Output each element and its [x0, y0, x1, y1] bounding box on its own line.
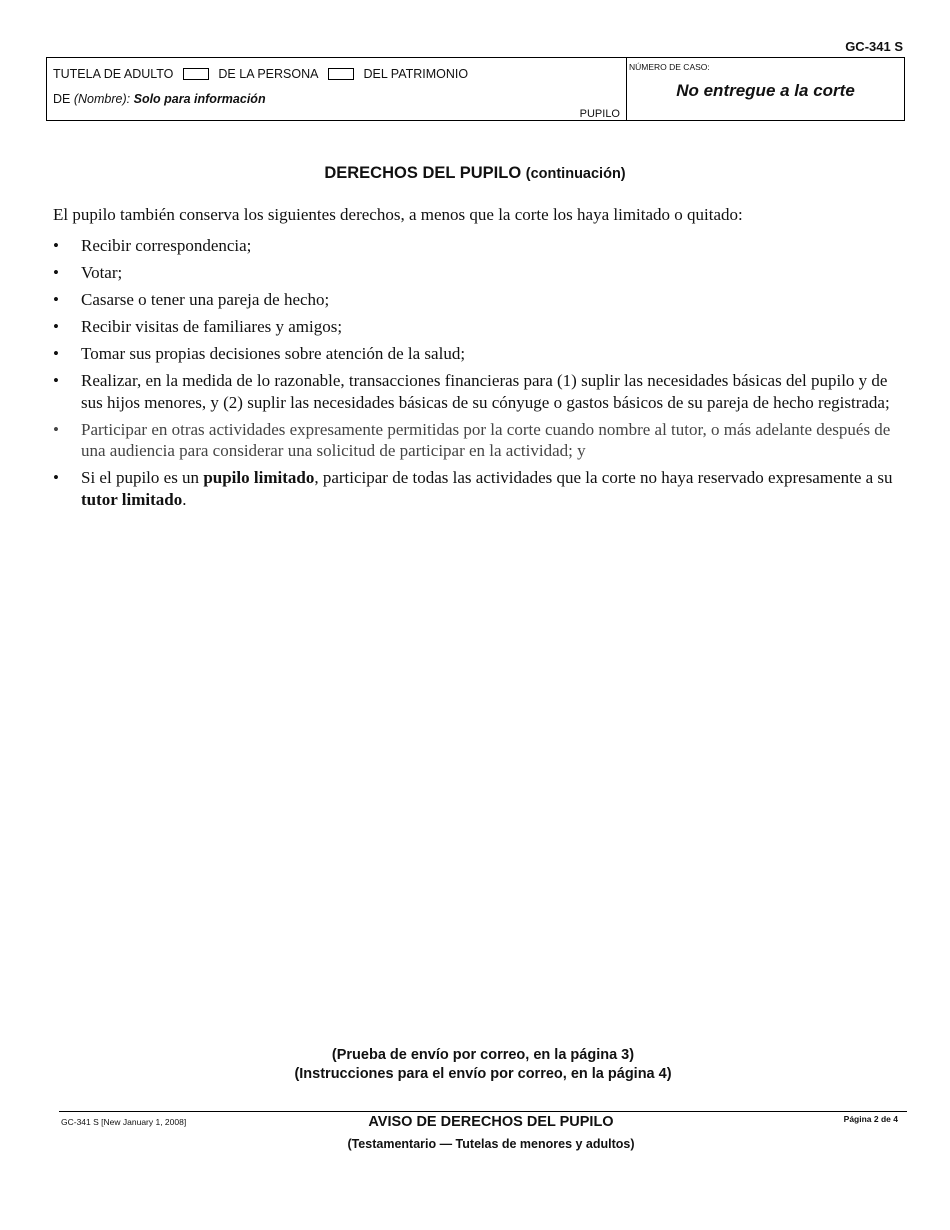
- limited-ward-text-3: .: [182, 489, 187, 509]
- section-title-main: DERECHOS DEL PUPILO: [324, 164, 522, 182]
- person-label: DE LA PERSONA: [218, 67, 319, 81]
- limited-ward-text-1: Si el pupilo es un: [81, 468, 204, 487]
- estate-label: DEL PATRIMONIO: [363, 67, 469, 81]
- list-item: • Recibir correspondencia;: [52, 235, 908, 257]
- case-number-box: [627, 58, 904, 120]
- case-number-label: NÚMERO DE CASO:: [629, 62, 710, 72]
- name-label: (Nombre):: [73, 92, 131, 106]
- ward-name-row: [53, 92, 266, 106]
- guardianship-type-row: [53, 67, 468, 81]
- list-item: • Tomar sus propias decisiones sobre atención de la salud;: [52, 343, 908, 365]
- name-value: Solo para información: [133, 92, 266, 106]
- footer-divider: [59, 1111, 907, 1112]
- form-number: GC-341 S: [845, 39, 903, 54]
- estate-checkbox[interactable]: [328, 68, 354, 80]
- list-item: • Realizar, en la medida de lo razonable, transacciones financieras para (1) suplir las necesidades básicas del pupilo y de sus hijos menores, y (2) suplir las necesidades básicas de su cónyuge o gastos básicos de su pareja de hecho registrada;: [52, 370, 908, 413]
- proof-of-mailing-note: (Prueba de envío por correo, en la página 3): [331, 1047, 635, 1063]
- case-number-value: No entregue a la corte: [676, 81, 855, 100]
- list-item: • Participar en otras actividades expresamente permitidas por la corte cuando nombre al tutor, o más adelante después de una audiencia para considerar una solicitud de participar en la actividad; y: [52, 419, 908, 462]
- section-title: [0, 164, 950, 183]
- mailing-instructions-note: (Instrucciones para el envío por correo, en la página 4): [294, 1066, 672, 1082]
- list-item: • Casarse o tener una pareja de hecho;: [52, 289, 908, 311]
- form-revision: GC-341 S [New January 1, 2008]: [61, 1117, 187, 1127]
- person-checkbox[interactable]: [183, 68, 209, 80]
- limited-ward-text-2: , participar de todas las actividades que la corte no haya reservado expresamente a su: [314, 468, 893, 487]
- intro-paragraph: El pupilo también conserva los siguientes derechos, a menos que la corte los haya limitado o quitado:: [53, 205, 743, 224]
- list-item: • Recibir visitas de familiares y amigos;: [52, 316, 908, 338]
- footer-title: AVISO DE DERECHOS DEL PUPILO: [368, 1114, 614, 1130]
- caption-box: [46, 57, 905, 121]
- caption-left: [47, 58, 627, 120]
- page-number: Página 2 de 4: [843, 1114, 898, 1124]
- section-title-suffix: (continuación): [525, 166, 626, 182]
- limited-guardian-term: tutor limitado: [81, 489, 183, 509]
- footer-subtitle: (Testamentario — Tutelas de menores y adultos): [347, 1137, 635, 1151]
- page-notes: [0, 1046, 950, 1084]
- pupilo-label: PUPILO: [579, 108, 620, 120]
- limited-ward-term: pupilo limitado: [203, 468, 315, 487]
- adult-guardianship-label: TUTELA DE ADULTO: [53, 67, 174, 81]
- list-item-limited-ward: [52, 467, 908, 510]
- de-prefix: DE: [53, 92, 71, 106]
- rights-list: [52, 235, 908, 516]
- list-item: • Votar;: [52, 262, 908, 284]
